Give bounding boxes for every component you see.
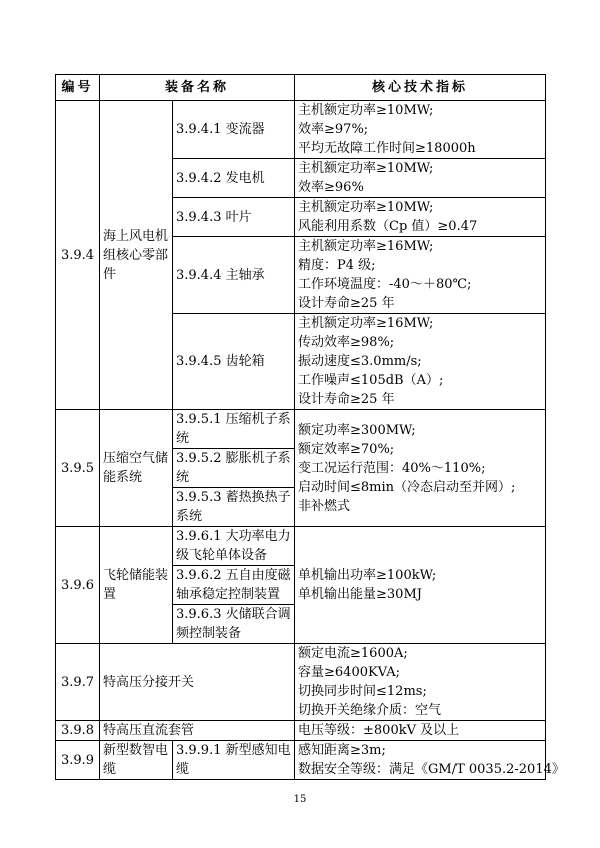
- sub-item-label: 3.9.6.1 大功率电力级飞轮单体设备: [173, 527, 295, 566]
- spec-cell: [295, 721, 546, 741]
- spec-cell: [295, 198, 546, 237]
- item-number: 3.9.5: [56, 410, 100, 527]
- item-number: 3.9.9: [56, 741, 100, 780]
- spec-line: 风能利用系数（Cp 值）≥0.47: [298, 219, 478, 234]
- spec-line: 效率≥97%;: [298, 122, 369, 137]
- equipment-name: 特高压分接开关: [100, 644, 295, 721]
- sub-item-label: 3.9.4.3 叶片: [173, 198, 295, 237]
- spec-cell: [295, 101, 546, 159]
- spec-line: 单机输出能量≥30MJ: [298, 587, 422, 602]
- equipment-spec-table: [55, 74, 565, 780]
- spec-cell: [295, 410, 546, 527]
- spec-line: 电压等级：±800kV 及以上: [298, 723, 460, 738]
- spec-cell: [295, 644, 546, 721]
- table-row: [56, 721, 546, 741]
- spec-line: 工作噪声≤105dB（A）;: [298, 373, 444, 388]
- spec-line: 振动速度≤3.0mm/s;: [298, 354, 422, 369]
- spec-line: 非补燃式: [298, 498, 351, 514]
- spec-line: 单机输出功率≥100kW;: [298, 568, 437, 583]
- spec-line: 启动时间≤8min（冷态启动至并网）;: [298, 479, 516, 495]
- sub-item-label: 3.9.5.1 压缩机子系统: [173, 410, 295, 449]
- sub-item-label: 3.9.4.2 发电机: [173, 159, 295, 198]
- table-header-row: [56, 75, 546, 101]
- table-row: [56, 527, 546, 566]
- equipment-name: 压缩空气储能系统: [100, 410, 173, 527]
- spec-line: 额定功率≥300MW;: [298, 422, 416, 438]
- spec-line: 效率≥96%: [298, 180, 364, 195]
- spec-line: 额定效率≥70%;: [298, 441, 395, 457]
- spec-line: 额定电流≥1600A;: [298, 646, 408, 661]
- spec-cell: [295, 527, 546, 644]
- spec-cell: [295, 237, 546, 314]
- table-row: [56, 410, 546, 449]
- spec-line: 设计寿命≥25 年: [298, 392, 395, 407]
- header-core-indicators: 核心技术指标: [295, 75, 546, 101]
- spec-line: 精度：P4 级;: [298, 258, 376, 273]
- spec-line: 设计寿命≥25 年: [298, 296, 395, 311]
- spec-line: 平均无故障工作时间≥18000h: [298, 141, 476, 156]
- spec-line: 主机额定功率≥10MW;: [298, 103, 434, 118]
- spec-cell: [295, 741, 565, 780]
- item-number: 3.9.8: [56, 721, 100, 741]
- table-row: [56, 644, 546, 721]
- table-row: [56, 741, 546, 780]
- spec-line: 切换开关绝缘介质：空气: [298, 703, 442, 718]
- spec-line: 数据安全等级：满足《GM/T 0035.2-2014》: [298, 762, 565, 777]
- spec-line: 主机额定功率≥16MW;: [298, 239, 434, 254]
- equipment-name: 海上风电机组核心零部件: [100, 101, 173, 410]
- page-number: 15: [293, 794, 307, 805]
- equipment-name: 特高压直流套管: [100, 721, 295, 741]
- header-equipment-name: 装备名称: [100, 75, 295, 101]
- spec-line: 感知距离≥3m;: [298, 743, 386, 758]
- spec-line: 容量≥6400KVA;: [298, 665, 400, 680]
- equipment-name: 飞轮储能装置: [100, 527, 173, 644]
- spec-cell: [295, 159, 546, 198]
- sub-item-label: 3.9.4.4 主轴承: [173, 237, 295, 314]
- sub-item-label: 3.9.4.5 齿轮箱: [173, 314, 295, 410]
- item-number: 3.9.7: [56, 644, 100, 721]
- spec-line: 主机额定功率≥16MW;: [298, 316, 434, 331]
- spec-line: 主机额定功率≥10MW;: [298, 161, 434, 176]
- sub-item-label: 3.9.9.1 新型感知电缆: [173, 741, 295, 780]
- sub-item-label: 3.9.6.2 五自由度磁轴承稳定控制装置: [173, 566, 295, 605]
- item-number: 3.9.4: [56, 101, 100, 410]
- spec-line: 变工况运行范围：40%～110%;: [298, 460, 486, 476]
- header-number: 编号: [56, 75, 100, 101]
- spec-cell: [295, 314, 546, 410]
- spec-line: 工作环境温度：-40～＋80℃;: [298, 277, 472, 292]
- equipment-name: 新型数智电缆: [100, 741, 173, 780]
- item-number: 3.9.6: [56, 527, 100, 644]
- spec-line: 传动效率≥98%;: [298, 335, 395, 350]
- sub-item-label: 3.9.4.1 变流器: [173, 101, 295, 159]
- sub-item-label: 3.9.5.2 膨胀机子系统: [173, 449, 295, 488]
- sub-item-label: 3.9.5.3 蓄热换热子系统: [173, 488, 295, 527]
- table-row: [56, 101, 546, 159]
- spec-line: 切换同步时间≤12ms;: [298, 684, 427, 699]
- sub-item-label: 3.9.6.3 火储联合调频控制装备: [173, 605, 295, 644]
- spec-line: 主机额定功率≥10MW;: [298, 200, 434, 215]
